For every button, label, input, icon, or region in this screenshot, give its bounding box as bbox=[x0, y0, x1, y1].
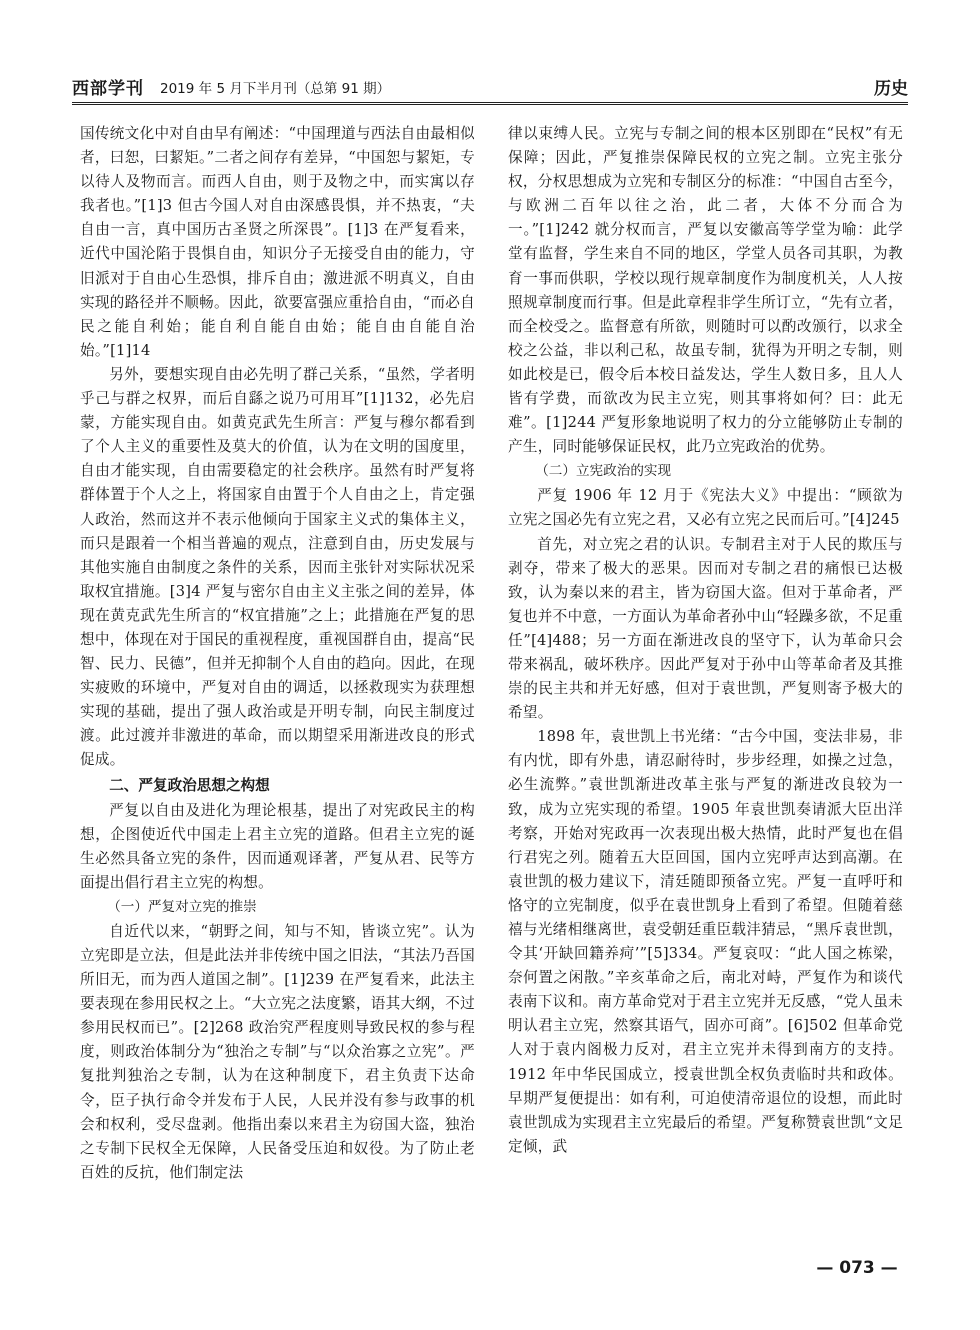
right-column bbox=[508, 122, 903, 1159]
paragraph: 首先，对立宪之君的认识。专制君主对于人民的欺压与剥夺，带来了极大的恶果。因而对专制之君的痛恨已达极致，认为秦以来的君主，皆为窃国大盗。但对于革命者，严复也并不中意，一方面认为革命者孙中山“轻躁多欲，不足重任”[4]488；另一方面在渐进改良的坚守下，认为革命只会带来祸乱，破坏秩序。因此严复对于孙中山等革命者及其推崇的民主共和并无好感，但对于袁世凯，严复则寄予极大的希望。 bbox=[508, 535, 903, 722]
paragraph: 自近代以来，“朝野之间，知与不知，皆谈立宪”。认为立宪即是立法，但是此法并非传统中国之旧法，“其法乃吾国所旧无，而为西人道国之制”。[1]239 在严复看来，此法主要表现在参用民权之上。“大立宪之法度繁，语其大纲，不过参用民权而已”。[2]268 政治究严程度则导致民权的参与程度，则政治体制分为“独治之专制”与“以众治寡之立宪”。严复批判独治之专制，认为在这种制度下，君主负责下达命令，臣子执行命令并发布于人民，人民并没有参与政事的机会和权利，受尽盘剥。他指出秦以来君主为窃国大盗，独治之专制下民权全无保障，人民备受压迫和奴役。为了防止老百姓的反抗，他们制定法 bbox=[80, 922, 475, 1181]
paragraph: 国传统文化中对自由早有阐述：“中国理道与西法自由最相似者，曰恕，曰絜矩。”二者之间存有差异，“中国恕与絜矩，专以待人及物而言。而西人自由，则于及物之中，而实寓以存我者也。”[1]3 但古今国人对自由深感畏惧，并不热衷，“夫自由一言，真中国历古圣贤之所深畏”。[1]3 在严复看来，近代中国沦陷于畏惧自由，知识分子无接受自由的能力，守旧派对于自由心生恐惧，排斥自由；激进派不明真义，自由实现的路径并不顺畅。因此，欲要富强应重拾自由，“而必自民之能自利始；能自利自能自由始；能自由自能自治始。”[1]14 bbox=[80, 125, 475, 359]
paragraph: 另外，要想实现自由必先明了群己关系，“虽然，学者明乎己与群之权界，而后自繇之说乃可用耳”[1]132，必先启蒙，方能实现自由。如黄克武先生所言：严复与穆尔都看到了个人主义的重要性及莫大的价值，认为在文明的国度里，自由才能实现，自由需要稳定的社会秩序。虽然有时严复将群体置于个人之上，将国家自由置于个人自由之上，肯定强人政治，然而这并不表示他倾向于国家主义式的集体主义，而只是跟着一个相当普遍的观点，注意到自由，历史发展与其他实施自由制度之条件的关系，因而主张针对实际状况采取权宜措施。[3]4 严复与密尔自由主义主张之间的差异，体现在黄克武先生所言的“权宜措施”之上；此措施在严复的思想中，体现在对于国民的重视程度，重视国群自由，提高“民智、民力、民德”，但并无抑制个人自由的趋向。因此，在现实疲败的环境中，严复对自由的调适，以拯救现实为获理想实现的基础，提出了强人政治或是开明专制，向民主制度过渡。此过渡并非激进的革命，而以期望采用渐进改良的形式促成。 bbox=[80, 365, 475, 769]
subsection-heading: （一）严复对立宪的推崇 bbox=[107, 898, 257, 915]
paragraph: 1898 年，袁世凯上书光绪：“古今中国，变法非易，非有内忧，即有外患，请忍耐待时，步步经理，如操之过急，必生流弊。”袁世凯渐进改革主张与严复的渐进改良较为一致，成为立宪实现的希望。1905 年袁世凯奏请派大臣出洋考察，开始对宪政再一次表现出极大热情，此时严复也在倡行君宪之列。随着五大臣回国，国内立宪呼声达到高潮。在袁世凯的极力建议下，清廷随即预备立宪。严复一直呼吁和恪守的立宪制度，似乎在袁世凯身上看到了希望。但随着慈禧与光绪相继离世，袁受朝廷重臣载沣猜忌，“黑斥袁世凯，令其‘开缺回籍养疴’”[5]334。严复哀叹：“此人国之栋梁，奈何置之闲散。”辛亥革命之后，南北对峙，严复作为和谈代表南下议和。南方革命党对于君主立宪并无反感，“党人虽未明认君主立宪，然察其语气，固亦可商”。[6]502 但革命党人对于袁内阁极力反对，君主立宪并未得到南方的支持。1912 年中华民国成立，授袁世凯全权负责临时共和政体。早期严复便提出：如有利，可迫使清帝退位的设想，而此时袁世凯成为实现君主立宪最后的希望。严复称赞袁世凯“文足定倾，武 bbox=[508, 728, 903, 1155]
paragraph: 严复 1906 年 12 月于《宪法大义》中提出：“顾欲为立宪之国必先有立宪之君，又必有立宪之民而后可。”[4]245 bbox=[508, 487, 903, 529]
section-heading: 二、严复政治思想之构想 bbox=[109, 776, 270, 794]
journal-title: 西部学刊 bbox=[72, 79, 144, 99]
issue-info: 2019 年 5 月下半月刊（总第 91 期） bbox=[160, 81, 391, 97]
page-number: — 073 — bbox=[816, 1258, 898, 1278]
paragraph: 严复以自由及进化为理论根基，提出了对宪政民主的构想，企图使近代中国走上君主立宪的道路。但君主立宪的诞生必然具备立宪的条件，因而通观译著，严复从君、民等方面提出倡行君主立宪的构想。 bbox=[80, 801, 475, 891]
section-label: 历史 bbox=[874, 79, 908, 99]
paragraph: 律以束缚人民。立宪与专制之间的根本区别即在“民权”有无保障；因此，严复推崇保障民权的立宪之制。立宪主张分权，分权思想成为立宪和专制区分的标准：“中国自古至今，与欧洲二百年以往之治，此二者，大体不分而合为一。”[1]242 就分权而言，严复以安徽高等学堂为喻：此学堂有监督，学生来自不同的地区，学堂人员各司其职，为教育一事而供职，学校以现行规章制度作为制度机关，人人按照规章制度而行事。但是此章程非学生所订立，“先有立者，而全校受之。监督意有所欲，则随时可以酌改颁行，以求全校之公益，非以利己私，故虽专制，犹得为开明之专制，则如此校是已，假令后本校日益发达，学生人数日多，且人人皆有学费，而欲改为民主立宪，则其事将如何？曰：此无难”。[1]244 严复形象地说明了权力的分立能够防止专制的产生，同时能够保证民权，此乃立宪政治的优势。 bbox=[508, 125, 903, 456]
subsection-heading: （二）立宪政治的实现 bbox=[535, 463, 672, 480]
running-header bbox=[72, 72, 908, 105]
left-column bbox=[80, 122, 475, 1185]
